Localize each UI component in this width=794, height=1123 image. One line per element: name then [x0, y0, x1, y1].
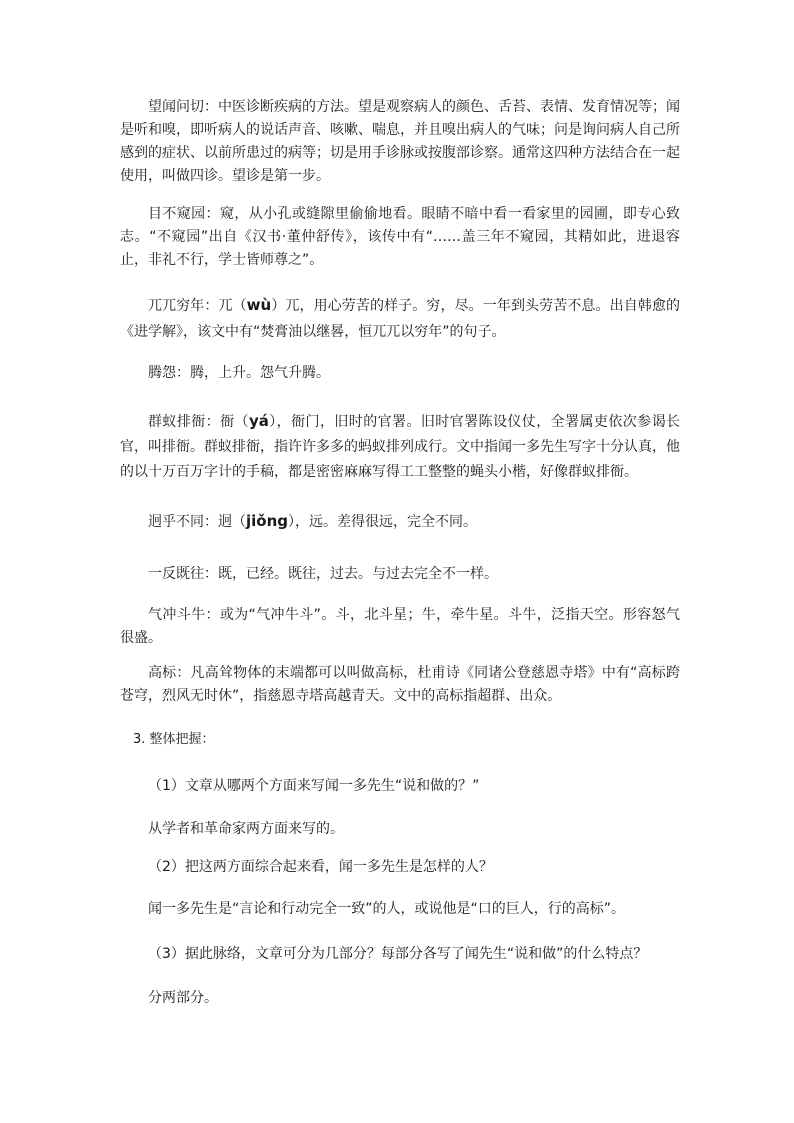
answer-2: 闻一多先生是“言论和行动完全一致”的人，或说他是“口的巨人，行的高标”。 — [148, 901, 626, 917]
paragraph-gaobiao: 高标：凡高耸物体的末端都可以叫做高标，杜甫诗《同诸公登慈恩寺塔》中有“高标跨苍穹，烈风无时休”，指慈恩寺塔高越青天。文中的高标指超群、出众。 — [120, 665, 680, 704]
text-segment: 兀兀穷年：兀（ — [148, 298, 247, 314]
pinyin: yá — [248, 412, 269, 430]
paragraph-yifanjiwang: 一反既往：既，已经。既往，过去。与过去完全不一样。 — [148, 566, 498, 582]
pinyin: jiǒng — [246, 512, 289, 530]
paragraph-qunyipaiya — [120, 409, 680, 485]
paragraph-jionghubutong — [120, 510, 680, 534]
question-3: （3）据此脉络，文章可分为几部分？每部分各写了闻先生“说和做”的什么特点？ — [148, 946, 648, 962]
question-2: （2）把这两方面综合起来看，闻一多先生是怎样的人？ — [148, 859, 493, 875]
question-1: （1）文章从哪两个方面来写闻一多先生“说和做的？” — [148, 778, 480, 794]
paragraph-wangwenwenqie: 望闻问切：中医诊断疾病的方法。望是观察病人的颜色、舌苔、表情、发育情况等；闻是听和嗅，即听病人的说话声音、咳嗽、喘息，并且嗅出病人的气味；问是询问病人自己所感到的症状、以前所患过的病等；切是用手诊脉或按腹部诊察。通常这四种方法结合在一起使用，叫做四诊。望诊是第一步。 — [120, 99, 680, 184]
answer-1: 从学者和革命家两方面来写的。 — [148, 821, 344, 837]
answer-3: 分两部分。 — [148, 990, 218, 1006]
pinyin: wù — [246, 296, 272, 314]
text-segment: ）兀，用心劳苦的样子。穷，尽。一年到头劳苦不息。出自韩愈的《进学解》，该文中有“焚膏油以继晷，恒兀兀以穷年”的句子。 — [120, 298, 680, 340]
paragraph-tengyuan: 腾怨：腾，上升。怨气升腾。 — [148, 365, 330, 381]
text-segment: ），远。差得很远，完全不同。 — [288, 514, 478, 530]
paragraph-wuwuqiongnian — [120, 292, 680, 345]
text-segment: 群蚁排衙：衙（ — [148, 414, 249, 430]
section-heading: 3. 整体把握： — [133, 732, 215, 747]
text-segment: 迥乎不同：迥（ — [148, 514, 246, 530]
paragraph-qichongdouniu: 气冲斗牛：或为“气冲牛斗”。斗，北斗星；牛，牵牛星。斗牛，泛指天空。形容怒气很盛。 — [120, 607, 680, 646]
paragraph-mubukuiyuan: 目不窥园：窥，从小孔或缝隙里偷偷地看。眼睛不暗中看一看家里的园圃，即专心致志。“不窥园”出自《汉书·董仲舒传》，该传中有“……盖三年不窥园，其精如此，进退容止，非礼不行，学士皆师尊之”。 — [120, 206, 680, 268]
text-segment: ），衙门，旧时的官署。旧时官署陈设仪仗，全署属吏依次参谒长官，叫排衙。群蚁排衙，指许许多多的蚂蚁排列成行。文中指闻一多先生写字十分认真，他的以十万百万字计的手稿，都是密密麻麻写得工工整整的蝇头小楷，好像群蚁排衙。 — [120, 414, 681, 480]
